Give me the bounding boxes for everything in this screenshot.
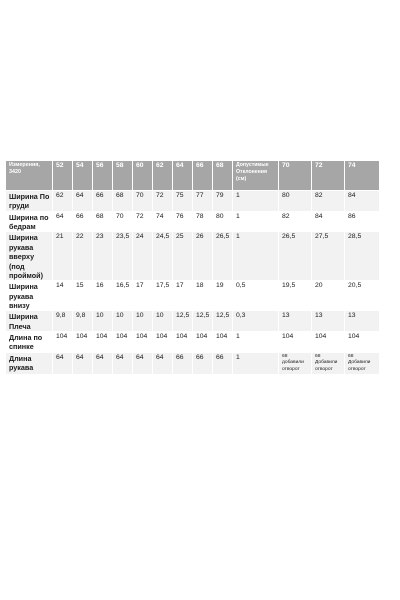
- table-cell: 78: [193, 211, 213, 232]
- table-row: [6, 311, 380, 332]
- table-cell: 70: [133, 191, 153, 212]
- header-size: 58: [113, 161, 133, 191]
- table-cell: 104: [173, 332, 193, 353]
- table-cell: 104: [53, 332, 73, 353]
- header-size: 56: [93, 161, 113, 191]
- table-cell: 104: [153, 332, 173, 353]
- extra-size-cell: 13: [312, 311, 345, 332]
- table-row: [6, 211, 380, 232]
- table-cell: 77: [193, 191, 213, 212]
- extra-size-cell: 68 Добавили отворот: [345, 352, 380, 374]
- table-cell: 64: [53, 352, 73, 374]
- table-cell: 76: [173, 211, 193, 232]
- table-body: [6, 191, 380, 375]
- table-cell: 9,8: [53, 311, 73, 332]
- table-cell: 22: [73, 232, 93, 281]
- table-cell: 104: [133, 332, 153, 353]
- table-cell: 12,5: [193, 311, 213, 332]
- table-cell: 23,5: [113, 232, 133, 281]
- size-chart: [5, 160, 379, 375]
- table-cell: 72: [153, 191, 173, 212]
- extra-size-cell: 104: [312, 332, 345, 353]
- table-cell: 66: [193, 352, 213, 374]
- table-cell: 80: [213, 211, 233, 232]
- table-cell: 72: [133, 211, 153, 232]
- table-cell: 68: [113, 191, 133, 212]
- table-row: [6, 332, 380, 353]
- header-measure: Измерения, 3420: [6, 161, 53, 191]
- table-cell: 75: [173, 191, 193, 212]
- table-cell: 64: [73, 191, 93, 212]
- table-cell: 66: [173, 352, 193, 374]
- table-cell: 26,5: [213, 232, 233, 281]
- table-cell: 66: [93, 191, 113, 212]
- table-row: [6, 191, 380, 212]
- table-cell: 18: [193, 281, 213, 311]
- table-cell: 21: [53, 232, 73, 281]
- table-cell: 14: [53, 281, 73, 311]
- extra-size-cell: 27,5: [312, 232, 345, 281]
- tolerance-cell: 1: [233, 211, 279, 232]
- row-label: Ширина по бедрам: [6, 211, 53, 232]
- extra-size-cell: 20,5: [345, 281, 380, 311]
- table-cell: 16: [93, 281, 113, 311]
- extra-size-cell: 80: [279, 191, 312, 212]
- table-cell: 24,5: [153, 232, 173, 281]
- table-cell: 64: [153, 352, 173, 374]
- extra-size-cell: 104: [345, 332, 380, 353]
- table-cell: 12,5: [213, 311, 233, 332]
- extra-size-cell: 20: [312, 281, 345, 311]
- table-row: [6, 281, 380, 311]
- row-label: Ширина Плеча: [6, 311, 53, 332]
- row-label: Ширина рукава вверху (под проймой): [6, 232, 53, 281]
- table-cell: 12,5: [173, 311, 193, 332]
- header-size: 62: [153, 161, 173, 191]
- table-cell: 17: [133, 281, 153, 311]
- header-size: 66: [193, 161, 213, 191]
- header-extra-size: 70: [279, 161, 312, 191]
- extra-size-cell: 82: [279, 211, 312, 232]
- extra-size-cell: 86: [345, 211, 380, 232]
- table-cell: 62: [53, 191, 73, 212]
- table-cell: 64: [53, 211, 73, 232]
- table-row: [6, 232, 380, 281]
- header-size: 60: [133, 161, 153, 191]
- header-tolerance: Допустимые Отклонения (см): [233, 161, 279, 191]
- tolerance-cell: 0,3: [233, 311, 279, 332]
- table-cell: 104: [73, 332, 93, 353]
- extra-size-cell: 13: [345, 311, 380, 332]
- table-cell: 25: [173, 232, 193, 281]
- extra-size-cell: 104: [279, 332, 312, 353]
- table-cell: 19: [213, 281, 233, 311]
- row-label: Длина рукава: [6, 352, 53, 374]
- extra-size-cell: 19,5: [279, 281, 312, 311]
- extra-size-cell: 68 добавили отворот: [279, 352, 312, 374]
- tolerance-cell: 1: [233, 191, 279, 212]
- tolerance-cell: 0,5: [233, 281, 279, 311]
- table-cell: 104: [213, 332, 233, 353]
- table-cell: 79: [213, 191, 233, 212]
- tolerance-cell: 1: [233, 332, 279, 353]
- header-row: [6, 161, 380, 191]
- table-cell: 26: [193, 232, 213, 281]
- table-cell: 10: [153, 311, 173, 332]
- table-cell: 17: [173, 281, 193, 311]
- extra-size-cell: 26,5: [279, 232, 312, 281]
- size-table: [5, 160, 380, 375]
- table-cell: 104: [93, 332, 113, 353]
- table-cell: 66: [213, 352, 233, 374]
- table-cell: 64: [133, 352, 153, 374]
- extra-size-cell: 82: [312, 191, 345, 212]
- table-cell: 10: [113, 311, 133, 332]
- table-cell: 68: [93, 211, 113, 232]
- header-size: 68: [213, 161, 233, 191]
- header-extra-size: 72: [312, 161, 345, 191]
- table-cell: 66: [73, 211, 93, 232]
- tolerance-cell: 1: [233, 232, 279, 281]
- extra-size-cell: 13: [279, 311, 312, 332]
- table-cell: 24: [133, 232, 153, 281]
- row-label: Ширина рукава внизу: [6, 281, 53, 311]
- table-cell: 64: [73, 352, 93, 374]
- extra-size-cell: 28,5: [345, 232, 380, 281]
- header-extra-size: 74: [345, 161, 380, 191]
- table-cell: 10: [93, 311, 113, 332]
- header-size: 54: [73, 161, 93, 191]
- table-cell: 104: [113, 332, 133, 353]
- table-cell: 70: [113, 211, 133, 232]
- extra-size-cell: 68 Добавили отворот: [312, 352, 345, 374]
- table-cell: 64: [113, 352, 133, 374]
- table-cell: 17,5: [153, 281, 173, 311]
- extra-size-cell: 84: [312, 211, 345, 232]
- header-size: 64: [173, 161, 193, 191]
- table-cell: 16,5: [113, 281, 133, 311]
- tolerance-cell: 1: [233, 352, 279, 374]
- table-cell: 15: [73, 281, 93, 311]
- table-cell: 104: [193, 332, 213, 353]
- table-row: [6, 352, 380, 374]
- table-cell: 10: [133, 311, 153, 332]
- table-cell: 23: [93, 232, 113, 281]
- table-cell: 74: [153, 211, 173, 232]
- row-label: Ширина По груди: [6, 191, 53, 212]
- table-cell: 64: [93, 352, 113, 374]
- row-label: Длина по спинке: [6, 332, 53, 353]
- header-size: 52: [53, 161, 73, 191]
- extra-size-cell: 84: [345, 191, 380, 212]
- table-cell: 9,8: [73, 311, 93, 332]
